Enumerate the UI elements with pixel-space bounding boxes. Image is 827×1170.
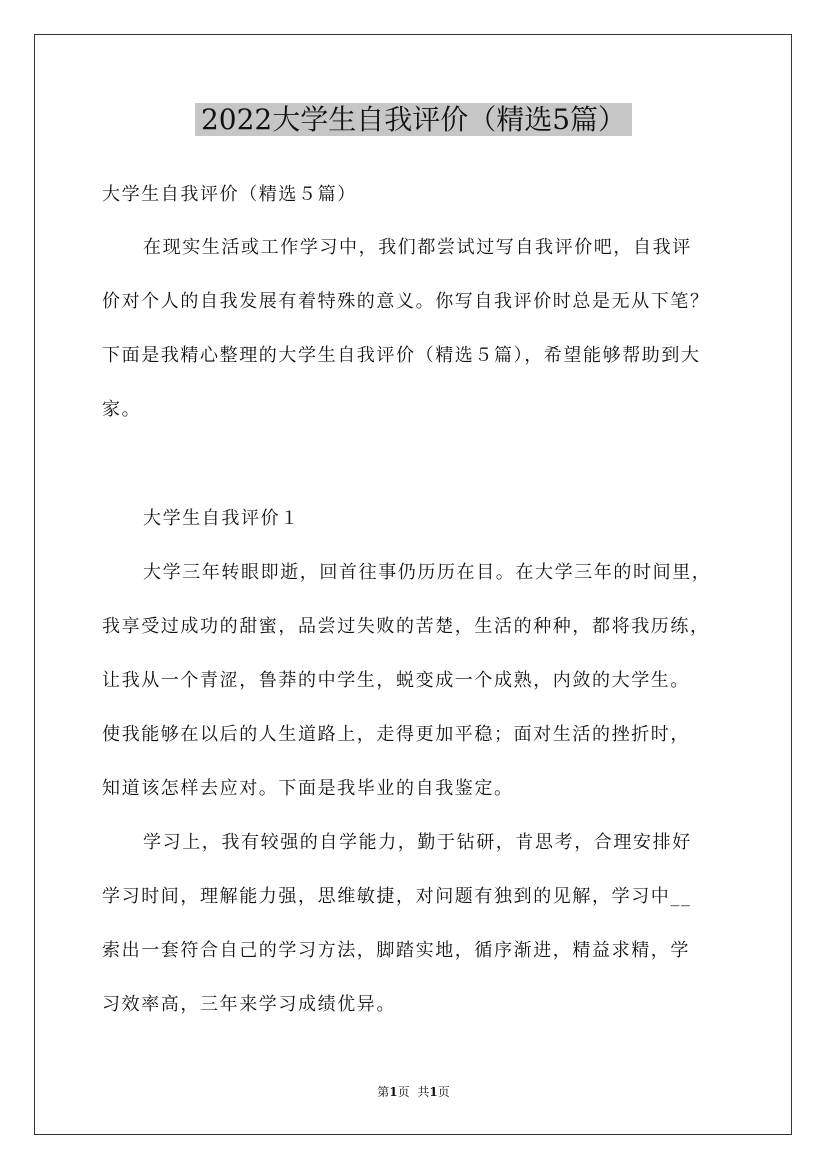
footer-page-prefix: 第 — [377, 1085, 390, 1099]
intro-line-4: 家。 — [102, 399, 142, 420]
body-line-4: 使我能够在以后的人生道路上，走得更加平稳；面对生活的挫折时， — [102, 724, 690, 745]
page-footer — [0, 1083, 827, 1101]
document-title-text: 2022大学生自我评价（精选5篇） — [195, 103, 632, 136]
section-heading-1: 大学生自我评价１ — [143, 508, 300, 529]
intro-line-2: 价对个人的自我发展有着特殊的意义。你写自我评价时总是无从下笔？ — [102, 291, 710, 312]
subtitle-line: 大学生自我评价（精选５篇） — [102, 184, 357, 205]
intro-line-3: 下面是我精心整理的大学生自我评价（精选５篇），希望能够帮助到大 — [102, 345, 701, 366]
body-line-6: 学习上，我有较强的自学能力，勤于钻研，肯思考，合理安排好 — [143, 832, 692, 853]
body-line-9: 习效率高，三年来学习成绩优异。 — [102, 994, 396, 1015]
body-line-8: 索出一套符合自己的学习方法，脚踏实地，循序渐进，精益求精，学 — [102, 940, 690, 961]
footer-page-suffix: 页 — [397, 1085, 410, 1099]
body-line-5: 知道该怎样去应对。下面是我毕业的自我鉴定。 — [102, 778, 514, 799]
body-line-1: 大学三年转眼即逝，回首往事仍历历在目。在大学三年的时间里， — [143, 562, 712, 583]
footer-total-suffix: 页 — [437, 1085, 450, 1099]
footer-total-number: 1 — [429, 1085, 438, 1099]
footer-page-number: 1 — [389, 1085, 398, 1099]
body-line-7: 学习时间，理解能力强，思维敏捷，对问题有独到的见解，学习中__ — [102, 886, 692, 907]
footer-total-prefix: 共 — [417, 1085, 430, 1099]
intro-line-1: 在现实生活或工作学习中，我们都尝试过写自我评价吧，自我评 — [143, 237, 692, 258]
body-line-3: 让我从一个青涩，鲁莽的中学生，蜕变成一个成熟，内敛的大学生。 — [102, 670, 690, 691]
document-title — [0, 100, 827, 140]
body-line-2: 我享受过成功的甜蜜，品尝过失败的苦楚，生活的种种，都将我历练， — [102, 616, 710, 637]
